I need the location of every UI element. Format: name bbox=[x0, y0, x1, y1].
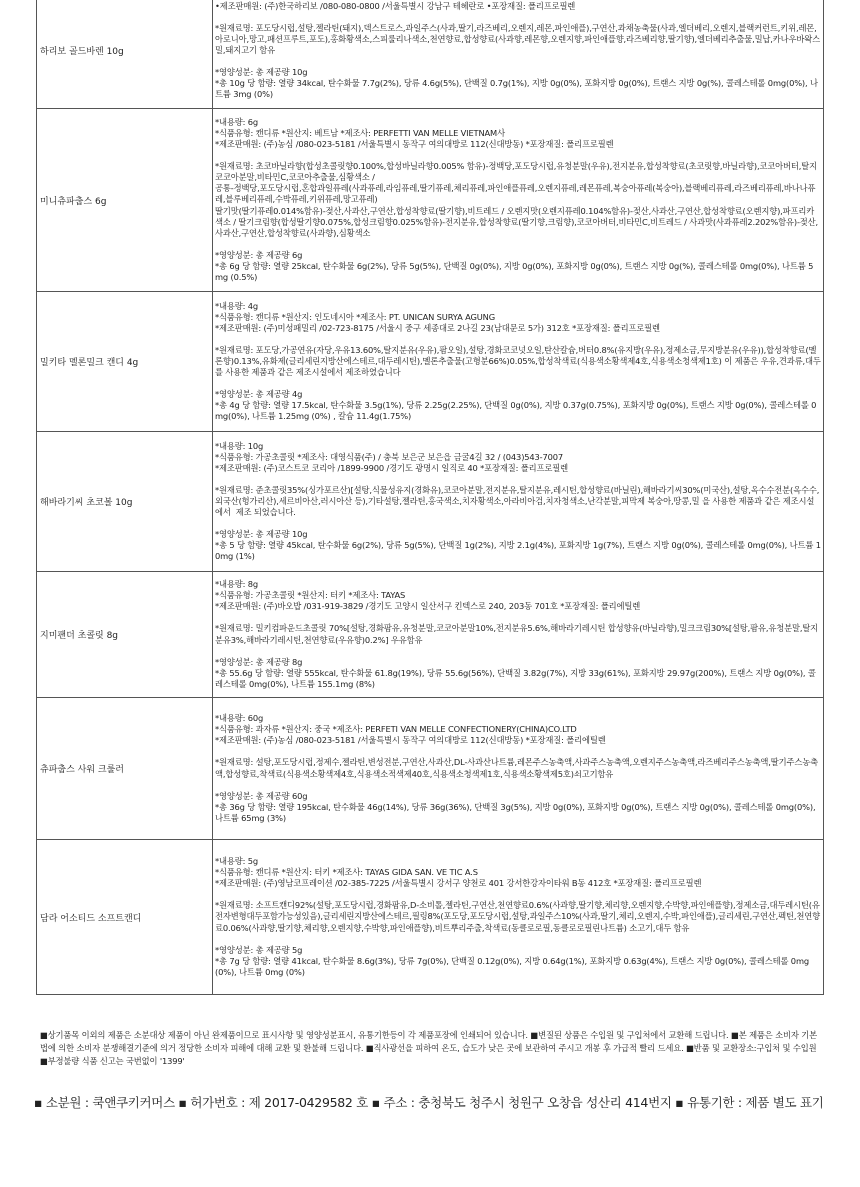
product-row bbox=[37, 109, 824, 292]
product-name: 해바라기씨 초코볼 10g bbox=[37, 432, 213, 572]
info-line: *총 55.6g 당 함량: 열량 555kcal, 탄수화물 61.8g(19%), 당류 55.6g(56%), 단백질 3.82g(7%), 지방 33g(61%), 포화지방 29.97g(200%), 트랜스 지방 0g(0%), 콜레스테롤 0mg(0%), 나트륨 155.1mg (8%) bbox=[215, 667, 816, 689]
info-line: *식품유형: 가공초콜릿 *제조사: 대영식품(주) / 충북 보은군 보은읍 금굴4길 32 / (043)543-7007 bbox=[215, 451, 564, 462]
info-spacer bbox=[215, 889, 821, 900]
info-line: *영양성분: 총 제공량 4g bbox=[215, 389, 303, 400]
info-line: *원재료명: 초코바닐라향(합성초콜릿향0.100%,합성바닐라향0.005% 함유)-정백당,포도당시럽,유청분말(우유),전지분유,합성착향료(초코릿향,바닐라향),코코아버터,탈지코코아분말,비타민C,코코아추출물,심황색소 / bbox=[215, 161, 817, 183]
info-spacer bbox=[215, 934, 821, 945]
info-line: *내용량: 10g bbox=[215, 440, 264, 451]
info-line: *제조판매원: (주)농심 /080-023-5181 /서울특별시 동작구 여의대방로 112(신대방동) *포장재질: 폴리프로필렌 bbox=[215, 139, 614, 150]
info-line: *원재료명: 밀키컴파운드초콜릿 70%[설탕,경화팜유,유청분말,코코아분말10%,전지분유5.6%,해바라기레시틴 합성향유(바닐라향),밀크크림30%[설탕,팜유,유청분말,탈지분유3%,해바라기레시틴,천연향료(우유향)0.2%] 우유함유 bbox=[215, 623, 819, 645]
info-spacer bbox=[215, 150, 821, 161]
info-line: *제조판매원: (주)바오밥 /031-919-3829 /경기도 고양시 일산서구 킨텍스로 240, 203동 701호 *포장재질: 폴리에틸렌 bbox=[215, 601, 641, 612]
product-table-body bbox=[37, 0, 824, 995]
info-spacer bbox=[215, 56, 821, 67]
info-line: *총 4g 당 함량: 열량 17.5kcal, 탄수화물 3.5g(1%), 당류 2.25g(2.25%), 단백질 0g(0%), 지방 0.37g(0.75%), 포화지방 0g(0%), 트랜스 지방 0g(0%), 콜레스테롤 0mg(0%), 나트륨 1.25mg (0%) , 칼슘 11.4g(1.75%) bbox=[215, 400, 817, 422]
product-name: 담라 어소티드 소프트캔디 bbox=[37, 840, 213, 995]
product-info bbox=[213, 0, 824, 109]
info-spacer bbox=[215, 646, 821, 657]
info-line: *원재료명: 설탕,포도당시럽,정제수,젤라틴,변성전분,구연산,사과산,DL-사과산나트륨,레몬주스농축액,사과주스농축액,오렌지주스농축액,라즈베리주스농축액,딸기주스농축액,합성향료,착색료(식용색소황색제4호,식용색소적색제40호,식용색소청색제1호,식용색소황색제5호)쇠고기함유 bbox=[215, 757, 818, 779]
info-line: *영양성분: 총 제공량 5g bbox=[215, 944, 303, 955]
info-line: *식품유형: 캔디류 *원산지: 터키 *제조사: TAYAS GIDA SAN. VE TIC A.S bbox=[215, 867, 478, 878]
product-name: 하리보 골드바렌 10g bbox=[37, 0, 213, 109]
info-line: *내용량: 60g bbox=[215, 713, 264, 724]
info-line: *내용량: 6g bbox=[215, 116, 258, 127]
product-name: 밀키타 멜론밀크 캔디 4g bbox=[37, 292, 213, 432]
info-line: *총 6g 당 함량: 열량 25kcal, 탄수화물 6g(2%), 당류 5g(5%), 단백질 0g(0%), 지방 0g(0%), 포화지방 0g(0%), 트랜스 지방 0g(%), 콜레스테롤 0mg(0%), 나트륨 5mg (0.5%) bbox=[215, 260, 814, 283]
info-line: *제조판매원: (주)미성패밀리 /02-723-8175 /서울시 중구 세종대로 2나길 23(남대문로 5가) 312호 *포장재질: 폴리프로필렌 bbox=[215, 322, 660, 333]
info-line: *총 10g 당 함량: 열량 34kcal, 탄수화물 7.7g(2%), 당류 4.6g(5%), 단백질 0.7g(1%), 지방 0g(0%), 포화지방 0g(0%), 트랜스 지방 0g(%), 콜레스테롤 0mg(0%), 나트륨 3mg (0%) bbox=[215, 78, 818, 100]
info-line: *원재료명: 소프트캔디92%(설탕,포도당시럽,경화팜유,D-소비톨,젤라틴,구연산,천연향료0.6%(사과향,딸기향,체리향,오렌지향,수박향,파인애플향),정제소금,대두레시틴(유전자변형대두포함가능성있음),글리세린지방산에스테르,필링8%(포도당,포도당시럽,설탕,과일주스10%(사과,딸기,체리,오렌지,수박,파인애플),글리세린,구연산,펙틴,천연향료0.06%(사과향,딸기향,체리향,오렌지향,수박향,파인애플향),비트뿌리주출,착색료(동클로로필,동클로로필린나트륨) 소고기,대두 함유 bbox=[215, 900, 820, 933]
product-info bbox=[213, 292, 824, 432]
info-line: *원재료명: 준초콜릿35%(싱가포르산)[설탕,식물성유지(경화유),코코아분말,전지분유,탈지분유,레시틴,합성향료(바닐린),해바라기씨30%(미국산),설탕,옥수수전분(옥수수,외국산(헝가리산),세르비아산,러시아산 등),기타설탕,젤라틴,홍국색소,치자황색소,아라비아검,치자청색소,난각분말,피막제 복숭아,땅콩,밀 을 사용한 제품과 같은 제조시설에서 제조 되었습니다. bbox=[215, 484, 820, 518]
product-row bbox=[37, 0, 824, 109]
info-line: *총 7g 당 함량: 열량 41kcal, 탄수화물 8.6g(3%), 당류 7g(0%), 단백질 0.12g(0%), 지방 0.64g(1%), 포화지방 0.63g(4%), 트랜스 지방 0g(0%), 콜레스테롤 0mg(0%), 나트륨 0mg (0%) bbox=[215, 955, 809, 977]
info-line: *원재료명: 포도당시럽,설탕,젤라틴(돼지),덱스트로스,과일주스(사과,딸기,라즈베리,오렌지,레몬,파인애플),구연산,과채농축물(사과,엘더베리,오렌지,블랙커런트,키위,레몬,아로니아,망고,패션프루트,포도),홍화황색소,스피룰리나색소,천연향료,합성향료(사과향,레몬향,오렌지향,파인애플향,라즈베리향,딸기향),엘더베리추출물,밀납,카나우바왁스 밀,돼지고기 함유 bbox=[215, 22, 823, 55]
product-info bbox=[213, 840, 824, 995]
info-line: *영양성분: 총 제공량 8g bbox=[215, 656, 303, 667]
info-line: *영양성분: 총 제공량 60g bbox=[215, 790, 308, 801]
info-spacer bbox=[215, 780, 821, 791]
info-line: 딸기맛(딸기퓨레0.014%함유)-젖산,사과산,구연산,합성착향료(딸기향),비트레드 / 오렌지맛(오렌지퓨레0.104%함유)-젖산,사과산,구연산,합성착향료(오렌지향),파프리카 색소 / 딸기크림향(합성딸기향0.075%,합성크림향0.025%함유)-전지분유,합성착향료(딸기향,크림향),코코아버터,비타민C,비트레드 / 사과맛(사과퓨레2.202%함유)-젖산,사과산,구연산,합성착향료(사과향),심황색소 bbox=[215, 205, 819, 238]
info-line: *영양성분: 총 제공량 10g bbox=[215, 67, 308, 78]
notice-text: ■상기품목 이외의 제품은 소분대상 제품이 아닌 완제품이므로 표시사항 및 영양성분표시, 유통기한등이 각 제품포장에 인쇄되어 있습니다. ■변질된 상품은 수입원 및 구입처에서 교환해 드립니다. ■본 제품은 소비자 기본법에 의한 소비자 분쟁해결기준에 의거 정당한 소비자 피해에 대해 교환 및 환불해 드립니다. ■직사광선을 피하여 온도, 습도가 낮은 곳에 보관하여 주시고 개봉 후 가급적 빨리 드세요. ■반품 및 교환장소:구입처 및 수입원 ■부정불량 식품 신고는 국번없이 '1399' bbox=[40, 1030, 817, 1066]
info-line: *제조판매원: (주)영남코프레이션 /02-385-7225 /서울특별시 강서구 양천로 401 강서한강자이타워 B동 412호 *포장재질: 폴리프로필렌 bbox=[215, 878, 702, 889]
info-spacer bbox=[215, 474, 821, 485]
info-spacer bbox=[215, 612, 821, 623]
product-info bbox=[213, 572, 824, 698]
info-line: *제조판매원: (주)농심 /080-023-5181 /서울특별시 동작구 여의대방로 112(신대방동) *포장재질: 폴리에틸렌 bbox=[215, 735, 606, 746]
product-row bbox=[37, 572, 824, 698]
product-row bbox=[37, 432, 824, 572]
info-line: *영양성분: 총 제공량 6g bbox=[215, 249, 303, 260]
info-line: •제조판매원: (주)한국하리보 /080-080-0800 /서울특별시 강남구 테헤란로 •포장재질: 폴리프로필렌 bbox=[215, 0, 576, 11]
info-line: *식품유형: 과자류 *원산지: 중국 *제조사: PERFETI VAN MELLE CONFECTIONERY(CHINA)CO.LTD bbox=[215, 724, 577, 735]
info-line: *식품유형: 가공초콜릿 *원산지: 터키 *제조사: TAYAS bbox=[215, 590, 406, 601]
info-line: *제조판매원: (주)코스트코 코리아 /1899-9900 /경기도 광명시 일직로 40 *포장재질: 폴리프로필렌 bbox=[215, 462, 568, 473]
product-name: 미니츄파춥스 6g bbox=[37, 109, 213, 292]
product-row bbox=[37, 840, 824, 995]
info-line: *식품유형: 캔디류 *원산지: 베트남 *제조사: PERFETTI VAN MELLE VIETNAM사 bbox=[215, 127, 505, 138]
info-spacer bbox=[215, 746, 821, 757]
info-line: *내용량: 5g bbox=[215, 856, 258, 867]
info-line: 공통-정백당,포도당시럽,혼합과일퓨레(사과퓨레,라임퓨레,딸기퓨레,체리퓨레,파인애플퓨레,오렌지퓨레,레몬퓨레,복숭아퓨레(복숭아),블랙베리퓨레,라즈베리퓨레,바나나퓨레,블루베리퓨레,수박퓨레,키위퓨레,망고퓨레) bbox=[215, 183, 816, 205]
product-info bbox=[213, 109, 824, 292]
info-line: *총 36g 당 함량: 열량 195kcal, 탄수화물 46g(14%), 당류 36g(36%), 단백질 3g(5%), 지방 0g(0%), 포화지방 0g(0%), 트랜스 지방 0g(0%), 콜레스테롤 0mg(0%), 나트륨 65mg (3%) bbox=[215, 801, 818, 823]
info-spacer bbox=[215, 378, 821, 389]
product-info bbox=[213, 698, 824, 840]
info-line: *내용량: 4g bbox=[215, 300, 258, 311]
info-line: *식품유형: 캔디류 *원산지: 인도네시아 *제조사: PT. UNICAN SURYA AGUNG bbox=[215, 311, 496, 322]
info-line: *내용량: 8g bbox=[215, 579, 258, 590]
product-info-table bbox=[36, 0, 824, 995]
footer-info: ▪ 소분원 : 쿡앤쿠키커머스 ▪ 허가번호 : 제 2017-0429582 호 ▪ 주소 : 충청북도 청주시 청원구 오창읍 성산리 414번지 ▪ 유통기한 : 제품 별도 표기 bbox=[34, 1095, 824, 1110]
info-line: *총 5 당 함량: 열량 45kcal, 탄수화물 6g(2%), 당류 5g(5%), 단백질 1g(2%), 지방 2.1g(4%), 포화지방 1g(7%), 트랜스 지방 0g(0%), 콜레스테롤 0mg(0%), 나트륨 10mg (1%) bbox=[215, 540, 821, 562]
product-row bbox=[37, 698, 824, 840]
info-spacer bbox=[215, 239, 821, 250]
product-name: 츄파춥스 사워 크룰러 bbox=[37, 698, 213, 840]
product-name: 지미팬더 초콜릿 8g bbox=[37, 572, 213, 698]
info-line: *원재료명: 포도당,가공연유(자당,우유13.60%,탈지분유(우유),팜오일),설탕,경화코코넛오일,탄산칼슘,버터0.8%(유지방(우유),정제소금,무지방분유(우유)),합성착향료(멜론향)0.13%,유화제(글리세린지방산에스테르,대두레시틴),멜론추출물(고형분66%)0.05%,합성착색료(식용색소황색제4호,식용색소청색제1호) 이 제품은 우유,견과류,대두를 사용한 제품과 같은 제조시설에서 제조하였습니다 bbox=[215, 344, 821, 378]
info-spacer bbox=[215, 334, 821, 345]
info-spacer bbox=[215, 12, 821, 23]
info-line: *영양성분: 총 제공량 10g bbox=[215, 529, 308, 540]
info-spacer bbox=[215, 518, 821, 529]
product-row bbox=[37, 292, 824, 432]
product-info bbox=[213, 432, 824, 572]
